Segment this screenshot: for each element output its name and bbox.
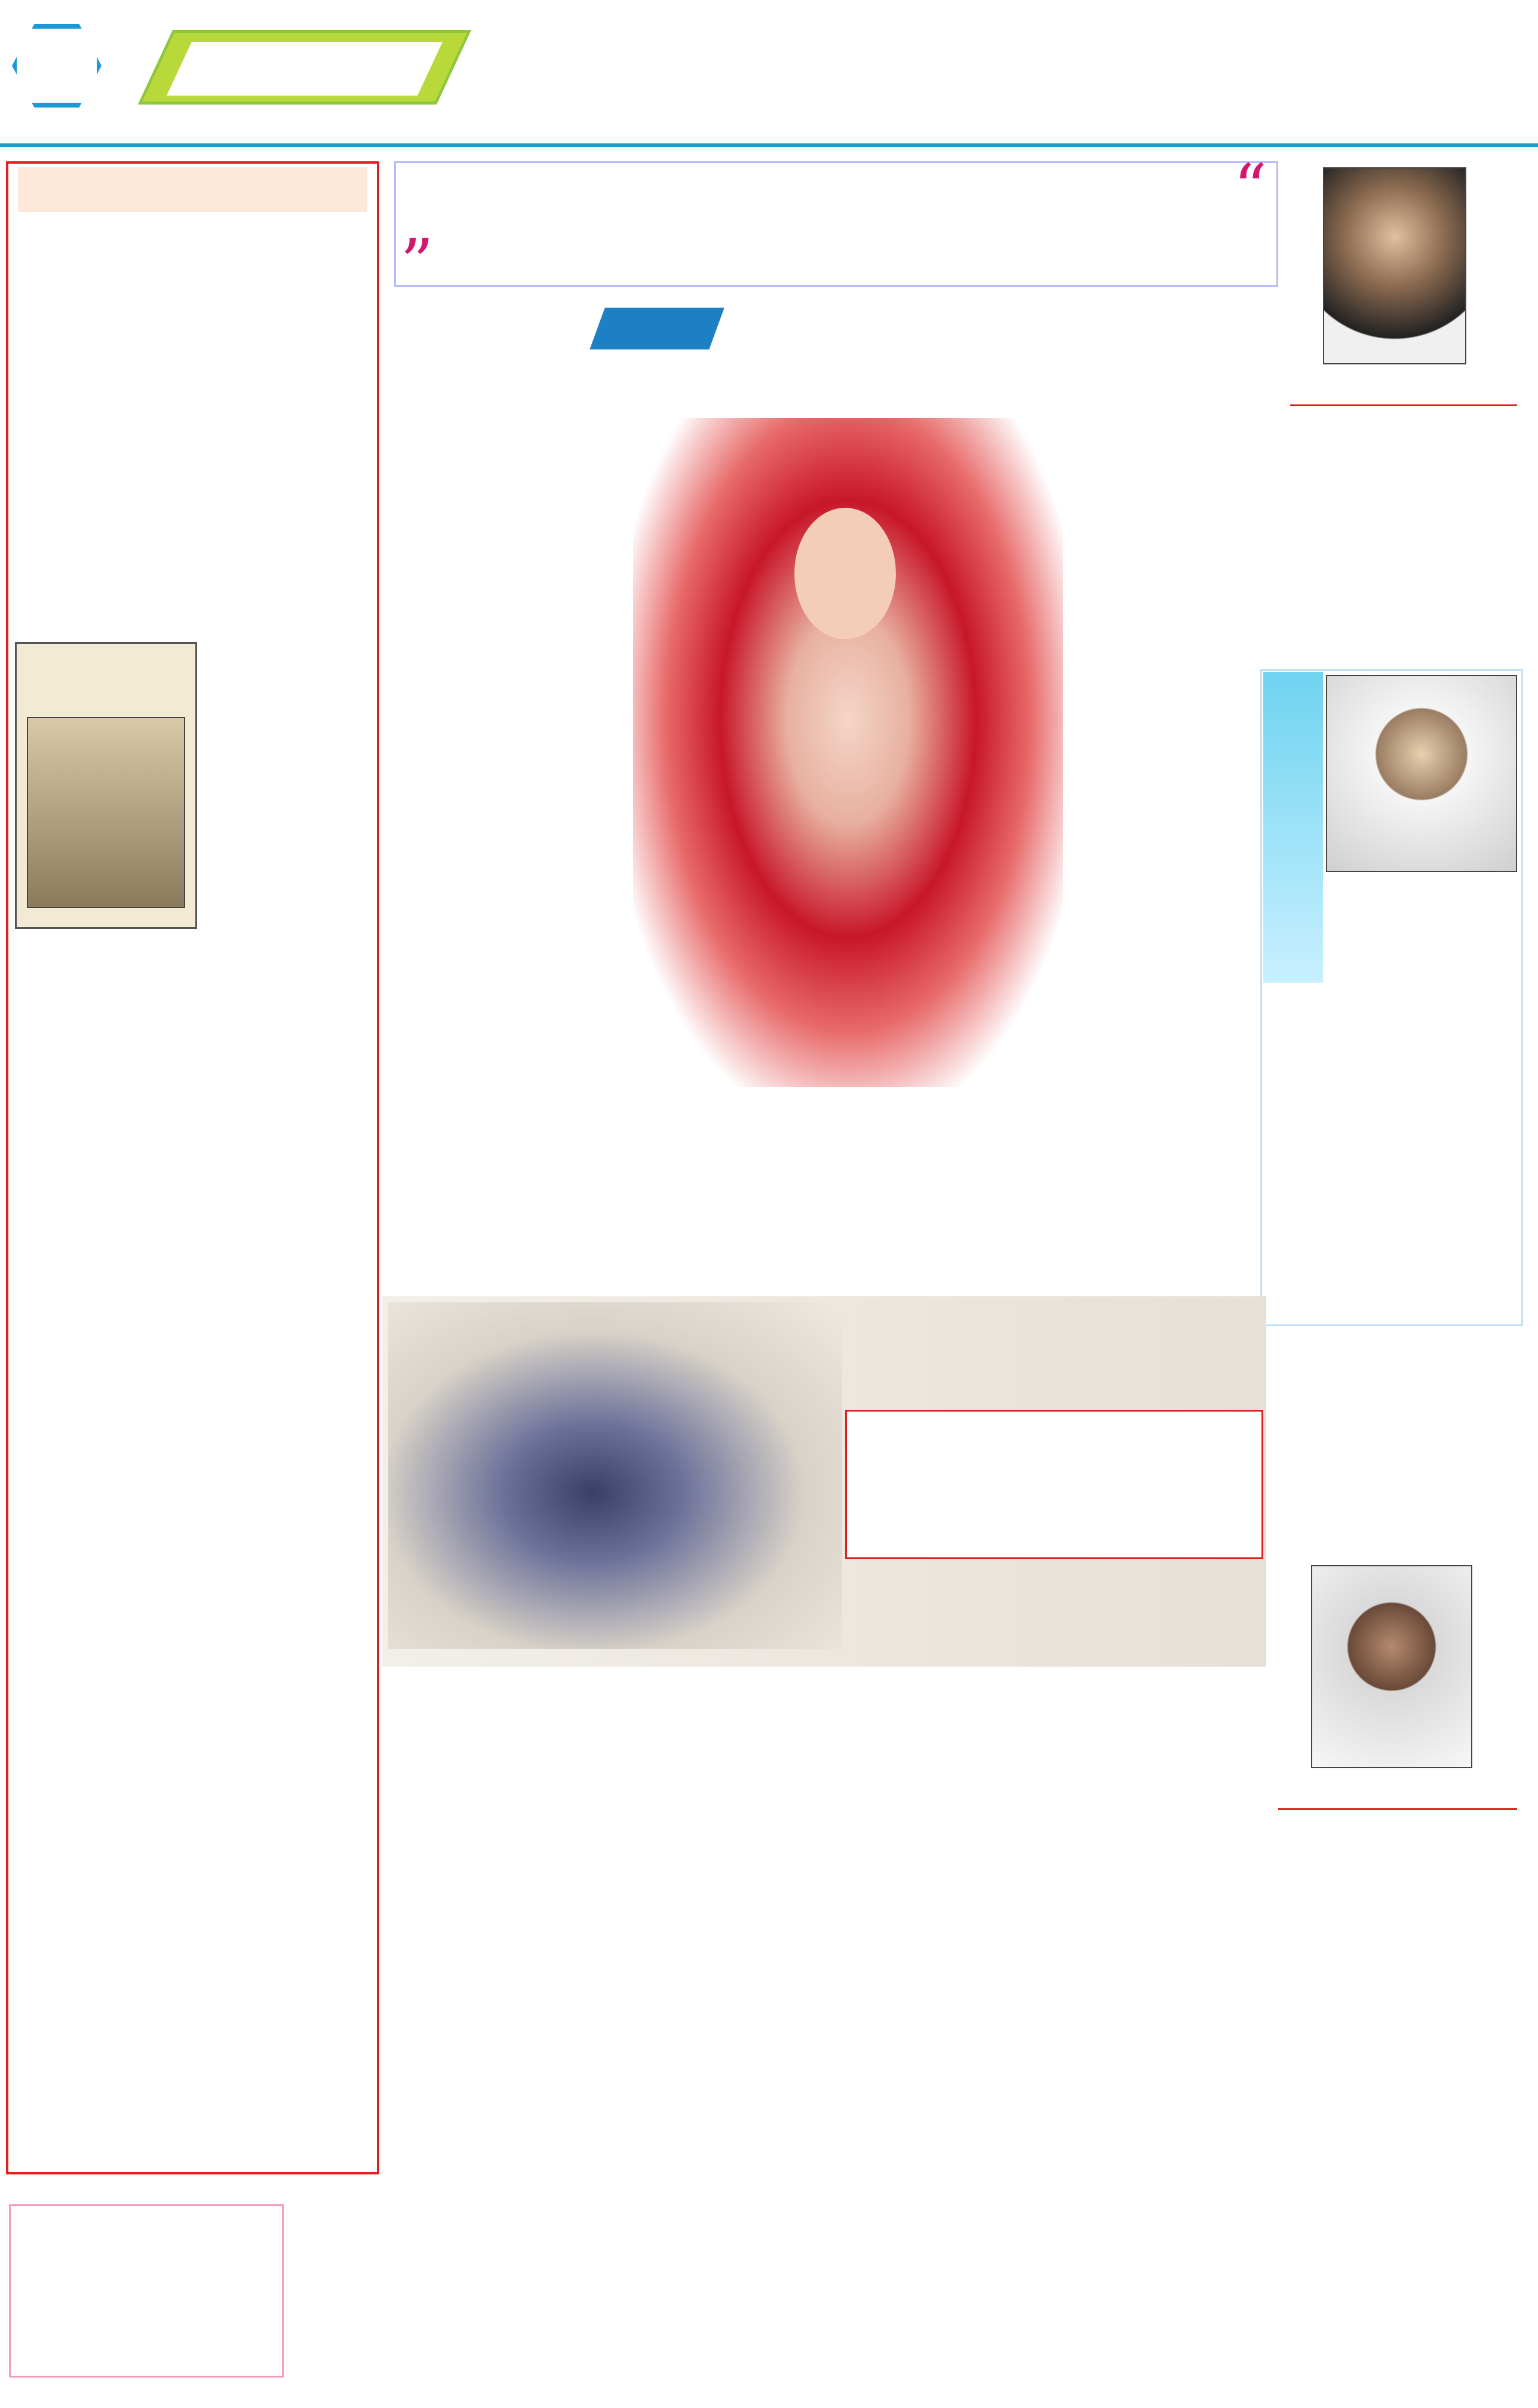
microfiction-heading — [866, 1296, 1224, 1416]
issue-mark — [1395, 0, 1430, 42]
review-fields — [24, 224, 367, 463]
micro-item-title — [902, 2043, 1212, 2073]
bhook-body — [1230, 2231, 1517, 2369]
review-title — [18, 167, 367, 212]
story-col-3 — [866, 1093, 1063, 1278]
microfiction-boxed-text — [854, 1416, 1254, 1553]
logo — [633, 18, 920, 131]
micro-item-title — [657, 1900, 890, 1930]
author-photo — [1323, 167, 1466, 364]
microfiction-credit-2 — [394, 1726, 645, 1744]
review-body-3 — [18, 938, 370, 2168]
poem-left-frame — [9, 2204, 284, 2378]
issue-date — [1326, 130, 1529, 154]
micro-item-body — [902, 1804, 1212, 2037]
review-body-2 — [203, 642, 373, 929]
poet-photo — [1326, 675, 1517, 872]
majlis-title — [1230, 1822, 1517, 1858]
pullquote-mark-bottom: ” — [400, 225, 434, 301]
bhook-title — [1230, 2198, 1517, 2231]
micro-item-body — [657, 2133, 890, 2366]
micro-item-body — [902, 2073, 1212, 2366]
majlis-body — [1230, 1858, 1517, 2192]
story-author — [1290, 370, 1517, 406]
microfiction-boxed-after — [854, 1565, 1254, 1613]
masthead-rule — [0, 143, 1538, 147]
pullquote-mark-top: “ — [1233, 150, 1267, 226]
ghazal-lines-2 — [1269, 1332, 1514, 1392]
micro-item-title — [902, 1774, 1212, 1804]
poems-panel-full — [6, 2189, 645, 2195]
microfiction-credit-1 — [394, 1708, 645, 1726]
book-cover-title — [21, 654, 191, 702]
story-illustration-face — [794, 508, 896, 639]
story-col-4 — [400, 448, 609, 1254]
microfiction-photo — [388, 1302, 842, 1649]
story-credit-line-1 — [430, 1240, 609, 1257]
page-number — [12, 29, 102, 103]
micro-item-title — [657, 2103, 890, 2133]
review-body-1 — [18, 436, 370, 633]
book-cover-portraits — [27, 717, 185, 908]
story-col-1 — [1075, 448, 1254, 914]
ghazal-subtitle — [1263, 932, 1520, 998]
ghazal-label — [1263, 881, 1520, 929]
micro-item-body — [657, 1756, 890, 1894]
ghazal-tag — [1269, 699, 1317, 818]
pullquote-text — [430, 170, 1242, 281]
micro-item-title — [657, 1726, 890, 1756]
section-badge-text — [191, 42, 418, 96]
microfiction-author — [1278, 1774, 1517, 1810]
microfiction-author-photo — [1311, 1565, 1472, 1768]
ghazal-lines — [1269, 1016, 1514, 1314]
masthead — [0, 0, 1538, 149]
side-story-body — [1266, 412, 1517, 681]
micro-item-body — [657, 1930, 890, 2097]
paper-name — [1278, 57, 1529, 128]
microfiction-credit-3 — [394, 1744, 645, 1762]
story-credit-line-2 — [430, 1257, 609, 1275]
story-col-2 — [1075, 920, 1254, 1278]
story-label — [597, 308, 717, 349]
